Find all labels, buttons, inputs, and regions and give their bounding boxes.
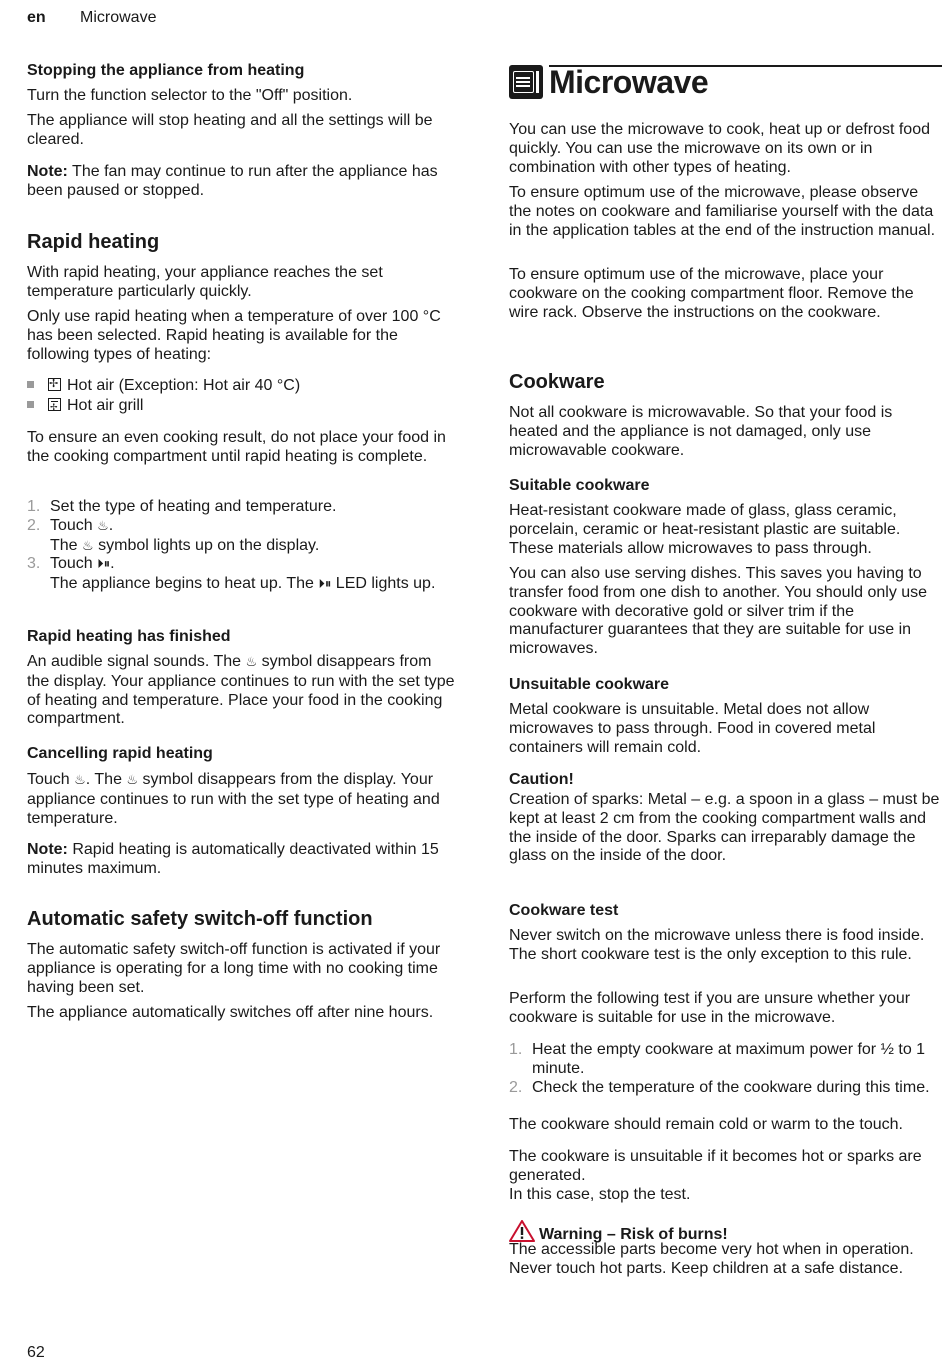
step-text: Touch ⏵⏸. The appliance begins to heat up. The ⏵⏸ LED lights up. [50,555,436,592]
cancel-note [27,841,457,879]
note-label: Note: [27,841,68,858]
test-result-text: The cookware should remain cold or warm to the touch. [509,1116,903,1133]
rapid-paragraph-1: With rapid heating, your appliance reaches the set temperature particularly quickly. [27,264,383,300]
finished-heading: Rapid heating has finished [27,628,231,645]
stopping-paragraph-2: The appliance will stop heating and all the settings will be cleared. [27,112,433,148]
step-text: Check the temperature of the cookware during this time. [532,1079,930,1096]
bullet-square-icon [27,401,34,408]
step-number: 1. [509,1041,523,1058]
rapid-paragraph-2: Only use rapid heating when a temperature of over 100 °C has been selected. Rapid heating is available for the following types of heating: [27,308,441,363]
cookware-test-heading: Cookware test [509,902,619,919]
header-language: en [27,9,46,26]
page-number: 62 [27,1344,45,1361]
suitable-paragraph-2: You can also use serving dishes. This saves you having to transfer food from one dish to another. You should only use cookware with decorative gold or silver trim if the manufacturer guarantees that they are suitable for use in microwaves. [509,565,928,658]
step-number: 2. [509,1079,523,1096]
step-number: 1. [27,498,41,515]
rapid-heating-icon: ♨ [74,773,86,788]
rapid-heating-icon: ♨ [97,519,109,534]
cookware-paragraph: Not all cookware is microwavable. So that your food is heated and the appliance is not damaged, only use microwavable cookware. [509,404,893,459]
microwave-paragraph-1: You can use the microwave to cook, heat up or defrost food quickly. You can use the microwave on its own or in combination with other types of heating. [509,121,930,176]
cookware-test-paragraph-2: Perform the following test if you are unsure whether your cookware is suitable for use in the microwave. [509,990,911,1026]
note-text: Rapid heating is automatically deactivated within 15 minutes maximum. [27,841,439,877]
caution-paragraph: Creation of sparks: Metal – e.g. a spoon in a glass – must be kept at least 2 cm from the cooking compartment walls and the inside of the door. Sparks can irreparably damage the glass on the inside of the door. [509,791,940,865]
cookware-heading: Cookware [509,371,605,393]
rapid-heating-icon: ♨ [82,538,94,554]
microwave-title: Microwave [549,64,709,100]
note-text: The fan may continue to run after the appliance has been paused or stopped. [27,163,438,199]
step-text: Touch ♨. The ♨ symbol lights up on the display. [50,517,320,554]
microwave-icon [509,65,543,99]
step-text: Set the type of heating and temperature. [50,498,337,515]
stopping-paragraph-1: Turn the function selector to the "Off" position. [27,87,353,104]
warning-triangle-icon [509,1220,535,1242]
warning-heading: Warning – Risk of burns! [509,1220,942,1245]
step-text: Heat the empty cookware at maximum power for ½ to 1 minute. [532,1041,926,1077]
cookware-test-paragraph-1: Never switch on the microwave unless there is food inside. The short cookware test is the only exception to this rule. [509,927,925,963]
stopping-heading: Stopping the appliance from heating [27,62,305,79]
bullet-hot-air-grill [27,397,457,416]
rapid-step-3 [27,555,457,595]
safety-paragraph-1: The automatic safety switch-off function is activated if your appliance is operating for a long time with no cooking time having been set. [27,941,441,996]
unsuitable-paragraph: Metal cookware is unsuitable. Metal does not allow microwaves to pass through. Food in covered metal containers will remain cold. [509,701,876,756]
step-number: 3. [27,555,41,572]
rapid-heating-icon: ♨ [245,655,258,670]
rapid-paragraph-3: To ensure an even cooking result, do not place your food in the cooking compartment until rapid heating is complete. [27,429,446,465]
cookware-test-paragraph-3: The cookware is unsuitable if it becomes hot or sparks are generated. In this case, stop the test. [509,1148,922,1203]
start-pause-icon: ⏵⏸ [318,576,332,592]
start-pause-icon: ⏵⏸ [97,557,111,572]
rapid-heating-heading: Rapid heating [27,231,160,253]
suitable-paragraph-1: Heat-resistant cookware made of glass, glass ceramic, porcelain, ceramic or heat-resistant plastic are suitable. These materials allow microwaves to pass through. [509,502,901,557]
microwave-title-block [509,62,942,102]
cancel-paragraph: Touch ♨. The ♨ symbol disappears from the display. Your appliance continues to run with the set type of heating and temperature. [27,771,440,827]
note-label: Note: [27,163,68,180]
finished-paragraph: An audible signal sounds. The ♨ symbol disappears from the display. Your appliance continues to run with the set type of heating and temperature. Place your food in the cooking compartment. [27,653,455,728]
rapid-step-1 [27,498,457,517]
suitable-heading: Suitable cookware [509,477,650,494]
hot-air-grill-icon [48,398,61,411]
test-step-1 [509,1041,942,1079]
stopping-note [27,163,457,201]
bullet-square-icon [27,381,34,388]
unsuitable-heading: Unsuitable cookware [509,676,670,693]
step-number: 2. [27,517,41,534]
safety-paragraph-2: The appliance automatically switches off after nine hours. [27,1004,434,1021]
hot-air-icon [48,378,61,391]
header-section-title: Microwave [80,9,157,26]
cancel-heading: Cancelling rapid heating [27,745,213,762]
bullet-hot-air [27,377,457,396]
caution-heading: Caution! [509,771,574,788]
microwave-paragraph-3: To ensure optimum use of the microwave, place your cookware on the cooking compartment floor. Remove the wire rack. Observe the instructions on the cookware. [509,266,914,321]
test-step-2 [509,1079,942,1098]
bullet-text: Hot air grill [67,397,144,414]
warning-paragraph: The accessible parts become very hot when in operation. Never touch hot parts. Keep children at a safe distance. [509,1241,914,1277]
bullet-text: Hot air (Exception: Hot air 40 °C) [67,377,301,394]
rapid-step-2 [27,517,457,557]
safety-heading: Automatic safety switch-off function [27,908,373,930]
microwave-paragraph-2: To ensure optimum use of the microwave, please observe the notes on cookware and familiarise yourself with the data in the application tables at the end of the instruction manual. [509,184,936,239]
rapid-heating-icon: ♨ [126,773,139,788]
